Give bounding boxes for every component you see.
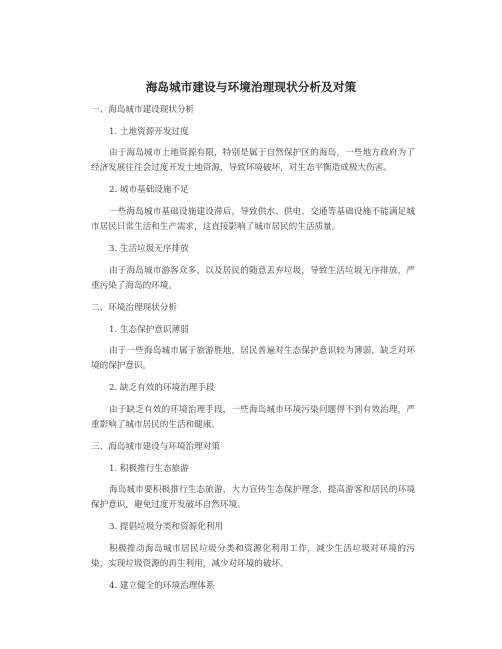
item-heading: 1. 生态保护意识薄弱 <box>109 325 189 335</box>
paragraph: 积极推动海岛城市居民垃圾分类和资源化利用工作，减少生活垃圾对环境的污染，实现垃圾资源的再生利用，减少对环境的破坏。 <box>91 544 415 569</box>
item-heading: 3. 提倡垃圾分类和资源化利用 <box>109 522 224 532</box>
paragraph: 由于缺乏有效的环境治理手段，一些海岛城市环境污染问题得不到有效治理，严重影响了城市居民的生活和健康。 <box>91 405 415 430</box>
paragraph: 一些海岛城市基础设施建设滞后，导致供水、供电、交通等基础设施不能满足城市居民日常生活和生产需求，这直接影响了城市居民的生活质量。 <box>91 207 415 232</box>
paragraph: 海岛城市要积极推行生态旅游，大力宣传生态保护理念，提高游客和居民的环境保护意识，避免过度开发破坏自然环境。 <box>91 485 415 510</box>
section-heading: 一、海岛城市建设现状分析 <box>91 105 195 115</box>
item-heading: 3. 生活垃圾无序排放 <box>109 244 189 254</box>
item-heading: 2. 缺乏有效的环境治理手段 <box>109 383 215 393</box>
section-heading: 三、海岛城市建设与环境治理对策 <box>91 442 220 452</box>
paragraph: 由于海岛城市游客众多，以及居民的随意丢弃垃圾，导致生活垃圾无序排放，严重污染了海岛的环境。 <box>91 266 415 291</box>
document-title: 海岛城市建设与环境治理现状分析及对策 <box>145 80 357 94</box>
paragraph: 由于一些海岛城市属于旅游胜地，居民普遍对生态保护意识较为薄弱，缺乏对环境的保护意识。 <box>91 346 415 371</box>
paragraph: 由于海岛城市土地资源有限，特别是属于自然保护区的海岛，一些地方政府为了经济发展往往会过度开发土地资源，导致环境破坏，对生态平衡造成极大伤害。 <box>91 148 415 173</box>
item-heading: 2. 城市基础设施不足 <box>109 185 189 195</box>
item-heading: 1. 积极推行生态旅游 <box>109 464 189 474</box>
section-heading: 二、环境治理现状分析 <box>91 303 177 313</box>
item-heading: 4. 建立健全的环境治理体系 <box>109 581 215 591</box>
item-heading: 1. 土地资源开发过度 <box>109 127 189 137</box>
